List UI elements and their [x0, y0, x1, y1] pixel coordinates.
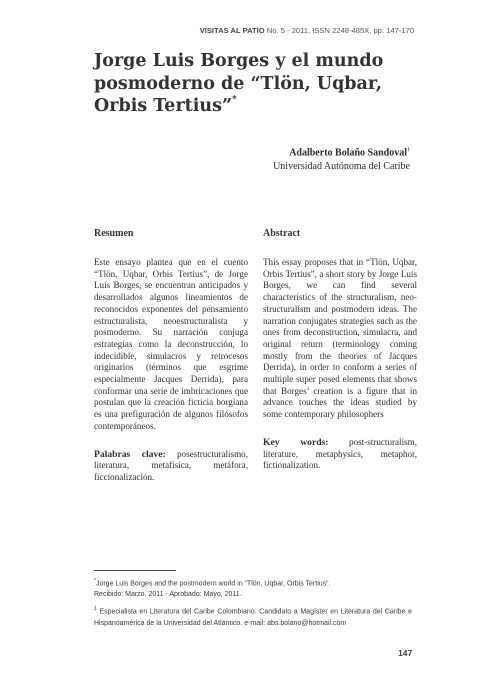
resumen-keywords-text: posestructuralismo, literatura, metafísica, metáfora, ficcionalización.	[94, 448, 248, 482]
resumen-keywords	[94, 449, 248, 484]
footnote-1-text: Jorge Luis Borges and the postmodern world in “Tlön, Uqbar, Orbis Tertius”.	[95, 580, 331, 588]
footnote-2-text: Especialista en Literatura del Caribe Colombiano. Candidato a Magíster en Literatura del Caribe e Hispanoamérica de la Universidad del Atlántico. e-mail: abs.bolano@hotmail.com	[94, 608, 412, 627]
received-dates: Recibido: Marzo, 2011 - Aprobado: Mayo, 2011.	[94, 591, 242, 599]
author-name: Adalberto Bolaño Sandoval	[289, 147, 407, 159]
resumen-body: Este ensayo plantea que en el cuento “Tlön, Uqbar, Orbis Tertius”, de Jorge Luis Borges, se encuentran anticipados y desarrollados algunos lineamientos de reconocidos exponentes del pensamiento estructuralista, neoestructuralista y posmoderno. Su narración conjuga estrategias como la deconstrucción, lo indecidible, simulacros y retrocesos originarios (términos que esgrime especialmente Jacques Derrida), para conformar una serie de imbricaciones que postulan que la creación ficticia borgiana es una prefiguración de algunos filósofos contemporáneos.	[94, 257, 248, 431]
footnotes	[94, 576, 412, 629]
abstract-heading: Abstract	[263, 228, 301, 239]
title-footnote-mark: *	[232, 95, 237, 105]
title-text: Jorge Luis Borges y el mundo posmoderno de “Tlön, Uqbar, Orbis Tertius”	[94, 51, 384, 116]
author-affiliation: Universidad Autónoma del Caribe	[273, 161, 410, 173]
footnote-1	[94, 576, 412, 589]
footnote-1-mark: *	[94, 578, 96, 584]
abstract-keywords	[263, 437, 417, 472]
author-block	[273, 143, 410, 174]
article-title	[94, 50, 424, 118]
running-header	[200, 26, 414, 35]
journal-name: VISITAS AL PATIO	[199, 26, 265, 35]
author-footnote-mark: 1	[407, 147, 410, 153]
issue-info: No. 5 - 2011, ISSN 2248-485X, pp. 147-170	[266, 26, 414, 35]
footnote-2-mark: 1	[94, 606, 97, 613]
page-number: 147	[398, 648, 413, 658]
footnote-2	[94, 604, 412, 628]
resumen-column	[94, 228, 248, 484]
resumen-keywords-label: Palabras clave:	[94, 448, 166, 460]
abstract-keywords-label: Key words:	[263, 436, 329, 448]
abstract-body: This essay proposes that in “Tlön, Uqbar, Orbis Tertius”, a short story by Jorge Luis Borges, we can find several characteristics of the structuralism, neo-structuralism and postmodern ideas. The narration conjugates strategies such as the ones from deconstruction, simulacra, and original return (terminology coming mostly from the theories of Jacques Derrida), in order to conform a series of multiple super posed elements that shows that Borges’ creation is a figure that in advance touches the ideas studied by some contemporary philosophers	[263, 257, 417, 420]
abstract-column	[263, 228, 417, 472]
footnote-rule	[94, 570, 176, 571]
abstract-keywords-text: post-structuralism, literature, metaphysics, metaphor, fictionalization.	[263, 436, 417, 471]
resumen-heading: Resumen	[94, 228, 134, 239]
